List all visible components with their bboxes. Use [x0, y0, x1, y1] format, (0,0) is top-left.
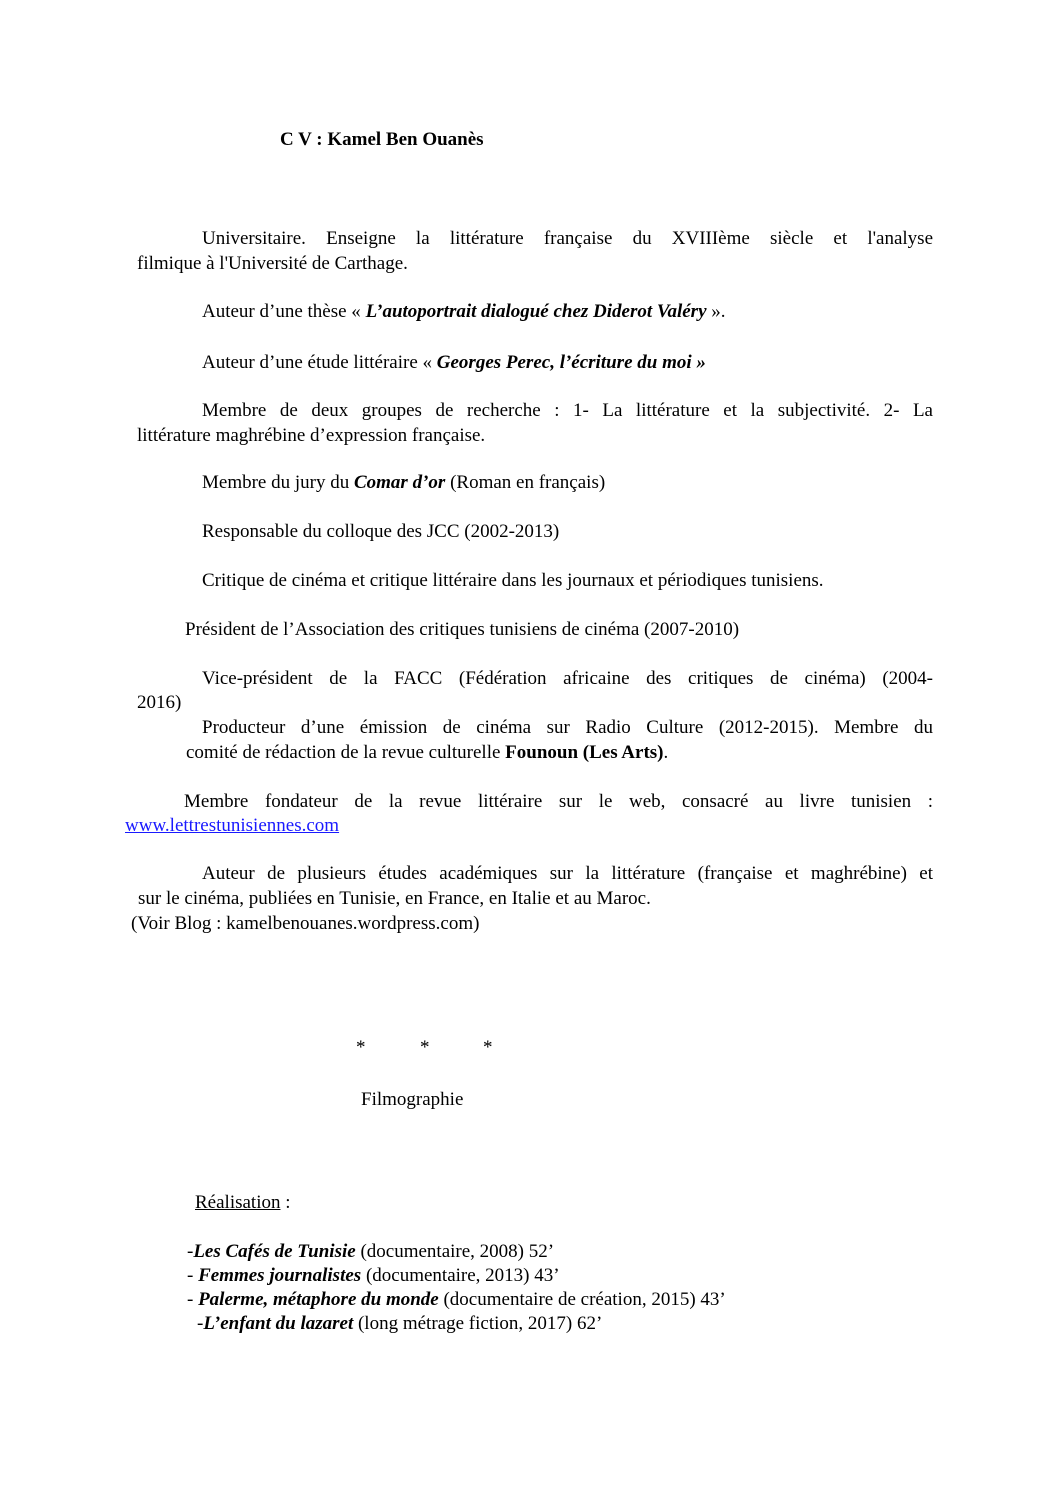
- p12-line1: Auteur de plusieurs études académiques sur la littérature (française et maghrébine) et: [202, 863, 933, 884]
- p4-line2: littérature maghrébine d’expression française.: [137, 425, 486, 446]
- page-title: C V : Kamel Ben Ouanès: [280, 129, 484, 150]
- p3-study-title: Georges Perec, l’écriture du moi »: [436, 352, 706, 373]
- p5-prize-title: Comar d’or: [353, 472, 446, 493]
- p6-colloque: Responsable du colloque des JCC (2002-2013): [202, 521, 560, 542]
- p10-line2-suffix: .: [663, 742, 669, 763]
- filmography-heading: Filmographie: [361, 1089, 464, 1110]
- realisation-label: Réalisation: [195, 1192, 281, 1213]
- film-title: Palerme, métaphore du monde: [198, 1289, 439, 1310]
- film-item: [187, 1288, 726, 1312]
- p9-line1: Vice-président de la FACC (Fédération africaine des critiques de cinéma) (2004-: [202, 668, 933, 689]
- p2-thesis: [202, 300, 726, 324]
- p7-critique: Critique de cinéma et critique littéraire dans les journaux et périodiques tunisiens.: [202, 570, 824, 591]
- film-item: [187, 1264, 560, 1288]
- p1-line2: filmique à l'Université de Carthage.: [137, 253, 408, 274]
- p10-revue-name: Founoun (Les Arts): [505, 742, 664, 763]
- p2-suffix: ».: [706, 301, 726, 322]
- p11-line1: Membre fondateur de la revue littéraire sur le web, consacré au livre tunisien :: [184, 791, 933, 812]
- film-title: L’enfant du lazaret: [203, 1313, 354, 1334]
- p9-line2: 2016): [137, 692, 182, 713]
- film-dash: -: [197, 1313, 204, 1334]
- film-item: [197, 1312, 602, 1336]
- p10-line2-prefix: comité de rédaction de la revue culturelle: [186, 742, 506, 763]
- p12-blog: (Voir Blog : kamelbenouanes.wordpress.com): [131, 913, 480, 934]
- film-dash: -: [187, 1241, 194, 1262]
- separator-star-1: *: [356, 1037, 366, 1058]
- film-title: Les Cafés de Tunisie: [193, 1241, 356, 1262]
- p12-line2: sur le cinéma, publiées en Tunisie, en France, en Italie et au Maroc.: [138, 888, 651, 909]
- p5-jury: [202, 471, 605, 495]
- film-details: (documentaire, 2013) 43’: [361, 1265, 560, 1286]
- film-dash: -: [187, 1265, 199, 1286]
- film-details: (long métrage fiction, 2017) 62’: [353, 1313, 603, 1334]
- p8-president: Président de l’Association des critiques tunisiens de cinéma (2007-2010): [185, 619, 740, 640]
- lettres-tunisiennes-link[interactable]: www.lettrestunisiennes.com: [125, 815, 340, 836]
- p10-line1: Producteur d’une émission de cinéma sur Radio Culture (2012-2015). Membre du: [202, 717, 933, 738]
- p3-prefix: Auteur d’une étude littéraire «: [202, 352, 437, 373]
- separator-star-2: *: [420, 1037, 430, 1058]
- film-title: Femmes journalistes: [198, 1265, 362, 1286]
- p5-suffix: (Roman en français): [445, 472, 606, 493]
- realisation-heading: [195, 1191, 291, 1215]
- p3-study: [202, 351, 706, 375]
- p2-prefix: Auteur d’une thèse «: [202, 301, 366, 322]
- realisation-colon: :: [280, 1192, 291, 1213]
- p4-line1: Membre de deux groupes de recherche : 1- La littérature et la subjectivité. 2- La: [202, 400, 933, 421]
- p2-thesis-title: L’autoportrait dialogué chez Diderot Valéry: [365, 301, 707, 322]
- p1-line1: Universitaire. Enseigne la littérature française du XVIIIème siècle et l'analyse: [202, 228, 933, 249]
- p5-prefix: Membre du jury du: [202, 472, 354, 493]
- film-details: (documentaire de création, 2015) 43’: [438, 1289, 726, 1310]
- separator-star-3: *: [483, 1037, 493, 1058]
- film-details: (documentaire, 2008) 52’: [355, 1241, 555, 1262]
- film-item: [187, 1240, 554, 1264]
- p10-line2: [186, 741, 668, 765]
- film-dash: -: [187, 1289, 199, 1310]
